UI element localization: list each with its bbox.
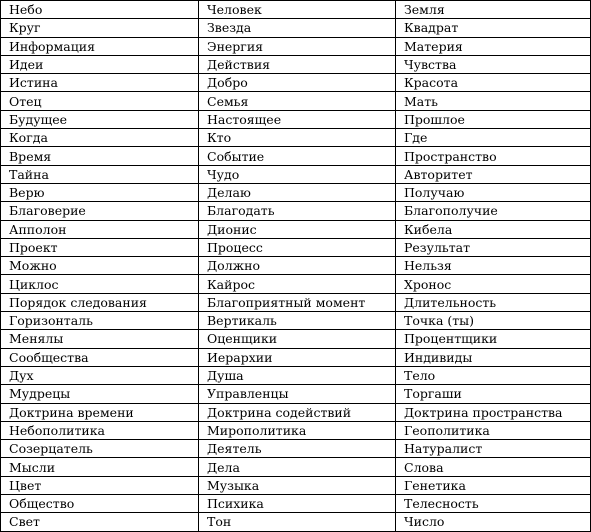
table-row bbox=[1, 403, 591, 421]
table-row bbox=[1, 183, 591, 201]
table-cell: Доктрина содействий bbox=[199, 403, 396, 421]
table-row bbox=[1, 110, 591, 128]
table-cell: Индивиды bbox=[396, 348, 591, 366]
table-row bbox=[1, 19, 591, 37]
table-cell: Дела bbox=[199, 458, 396, 476]
table-cell: Информация bbox=[1, 37, 199, 55]
table-row bbox=[1, 55, 591, 73]
table-cell: Общество bbox=[1, 495, 199, 513]
table-cell: Тайна bbox=[1, 165, 199, 183]
table-cell: Где bbox=[396, 129, 591, 147]
table-cell: Хронос bbox=[396, 275, 591, 293]
table-row bbox=[1, 74, 591, 92]
table-cell: Действия bbox=[199, 55, 396, 73]
table-cell: Материя bbox=[396, 37, 591, 55]
table-row bbox=[1, 257, 591, 275]
table-cell: Число bbox=[396, 513, 591, 531]
table-cell: Красота bbox=[396, 74, 591, 92]
table-cell: Иерархии bbox=[199, 348, 396, 366]
table-cell: Отец bbox=[1, 92, 199, 110]
table-cell: Циклос bbox=[1, 275, 199, 293]
table-row bbox=[1, 275, 591, 293]
table-cell: Цвет bbox=[1, 476, 199, 494]
table-cell: Благоприятный момент bbox=[199, 293, 396, 311]
table-cell: Идеи bbox=[1, 55, 199, 73]
table-cell: Деятель bbox=[199, 440, 396, 458]
table-cell: Геополитика bbox=[396, 421, 591, 439]
table-row bbox=[1, 476, 591, 494]
table-row bbox=[1, 202, 591, 220]
table-cell: Апполон bbox=[1, 220, 199, 238]
table-cell: Свет bbox=[1, 513, 199, 531]
table-cell: Квадрат bbox=[396, 19, 591, 37]
table-cell: Точка (ты) bbox=[396, 312, 591, 330]
table-cell: Доктрина времени bbox=[1, 403, 199, 421]
table-cell: Истина bbox=[1, 74, 199, 92]
table-cell: Горизонталь bbox=[1, 312, 199, 330]
table-row bbox=[1, 37, 591, 55]
table-cell: Должно bbox=[199, 257, 396, 275]
table-cell: Доктрина пространства bbox=[396, 403, 591, 421]
table-cell: Земля bbox=[396, 1, 591, 19]
table-cell: Звезда bbox=[199, 19, 396, 37]
table-row bbox=[1, 165, 591, 183]
table-row bbox=[1, 220, 591, 238]
table-cell: Мирополитика bbox=[199, 421, 396, 439]
table-row bbox=[1, 312, 591, 330]
table-cell: Душа bbox=[199, 366, 396, 384]
table-row bbox=[1, 495, 591, 513]
table-cell: Прошлое bbox=[396, 110, 591, 128]
table-cell: Мысли bbox=[1, 458, 199, 476]
table-cell: Натуралист bbox=[396, 440, 591, 458]
table-cell: Время bbox=[1, 147, 199, 165]
table-cell: Семья bbox=[199, 92, 396, 110]
table-cell: Дионис bbox=[199, 220, 396, 238]
table-cell: Небо bbox=[1, 1, 199, 19]
table-row bbox=[1, 147, 591, 165]
table-cell: Музыка bbox=[199, 476, 396, 494]
table-cell: Событие bbox=[199, 147, 396, 165]
table-cell: Делаю bbox=[199, 183, 396, 201]
table-cell: Тон bbox=[199, 513, 396, 531]
table-row bbox=[1, 92, 591, 110]
table-cell: Добро bbox=[199, 74, 396, 92]
table-cell: Процесс bbox=[199, 238, 396, 256]
table-cell: Кайрос bbox=[199, 275, 396, 293]
table-row bbox=[1, 366, 591, 384]
table-row bbox=[1, 440, 591, 458]
table-cell: Круг bbox=[1, 19, 199, 37]
table-cell: Благодать bbox=[199, 202, 396, 220]
table-cell: Созерцатель bbox=[1, 440, 199, 458]
table-row bbox=[1, 129, 591, 147]
table-cell: Торгаши bbox=[396, 385, 591, 403]
table-cell: Будущее bbox=[1, 110, 199, 128]
table-cell: Чувства bbox=[396, 55, 591, 73]
table-row bbox=[1, 385, 591, 403]
table-cell: Менялы bbox=[1, 330, 199, 348]
table-cell: Телесность bbox=[396, 495, 591, 513]
table-cell: Оценщики bbox=[199, 330, 396, 348]
table-cell: Длительность bbox=[396, 293, 591, 311]
table-cell: Управленцы bbox=[199, 385, 396, 403]
table-cell: Благополучие bbox=[396, 202, 591, 220]
table-cell: Кибела bbox=[396, 220, 591, 238]
table-cell: Авторитет bbox=[396, 165, 591, 183]
table-row bbox=[1, 348, 591, 366]
table-cell: Результат bbox=[396, 238, 591, 256]
triad-table-body bbox=[1, 1, 591, 532]
table-cell: Процентщики bbox=[396, 330, 591, 348]
table-row bbox=[1, 513, 591, 531]
table-row bbox=[1, 1, 591, 19]
table-cell: Верю bbox=[1, 183, 199, 201]
table-row bbox=[1, 421, 591, 439]
table-row bbox=[1, 458, 591, 476]
table-cell: Когда bbox=[1, 129, 199, 147]
table-row bbox=[1, 293, 591, 311]
table-cell: Благоверие bbox=[1, 202, 199, 220]
table-cell: Настоящее bbox=[199, 110, 396, 128]
table-cell: Дух bbox=[1, 366, 199, 384]
table-cell: Психика bbox=[199, 495, 396, 513]
table-cell: Энергия bbox=[199, 37, 396, 55]
table-cell: Пространство bbox=[396, 147, 591, 165]
table-cell: Человек bbox=[199, 1, 396, 19]
table-cell: Мать bbox=[396, 92, 591, 110]
table-cell: Сообщества bbox=[1, 348, 199, 366]
table-cell: Слова bbox=[396, 458, 591, 476]
table-cell: Получаю bbox=[396, 183, 591, 201]
table-row bbox=[1, 330, 591, 348]
table-cell: Кто bbox=[199, 129, 396, 147]
table-cell: Чудо bbox=[199, 165, 396, 183]
table-cell: Мудрецы bbox=[1, 385, 199, 403]
table-cell: Тело bbox=[396, 366, 591, 384]
table-cell: Небополитика bbox=[1, 421, 199, 439]
table-cell: Проект bbox=[1, 238, 199, 256]
table-cell: Порядок следования bbox=[1, 293, 199, 311]
table-cell: Генетика bbox=[396, 476, 591, 494]
table-cell: Можно bbox=[1, 257, 199, 275]
table-cell: Нельзя bbox=[396, 257, 591, 275]
table-cell: Вертикаль bbox=[199, 312, 396, 330]
table-row bbox=[1, 238, 591, 256]
